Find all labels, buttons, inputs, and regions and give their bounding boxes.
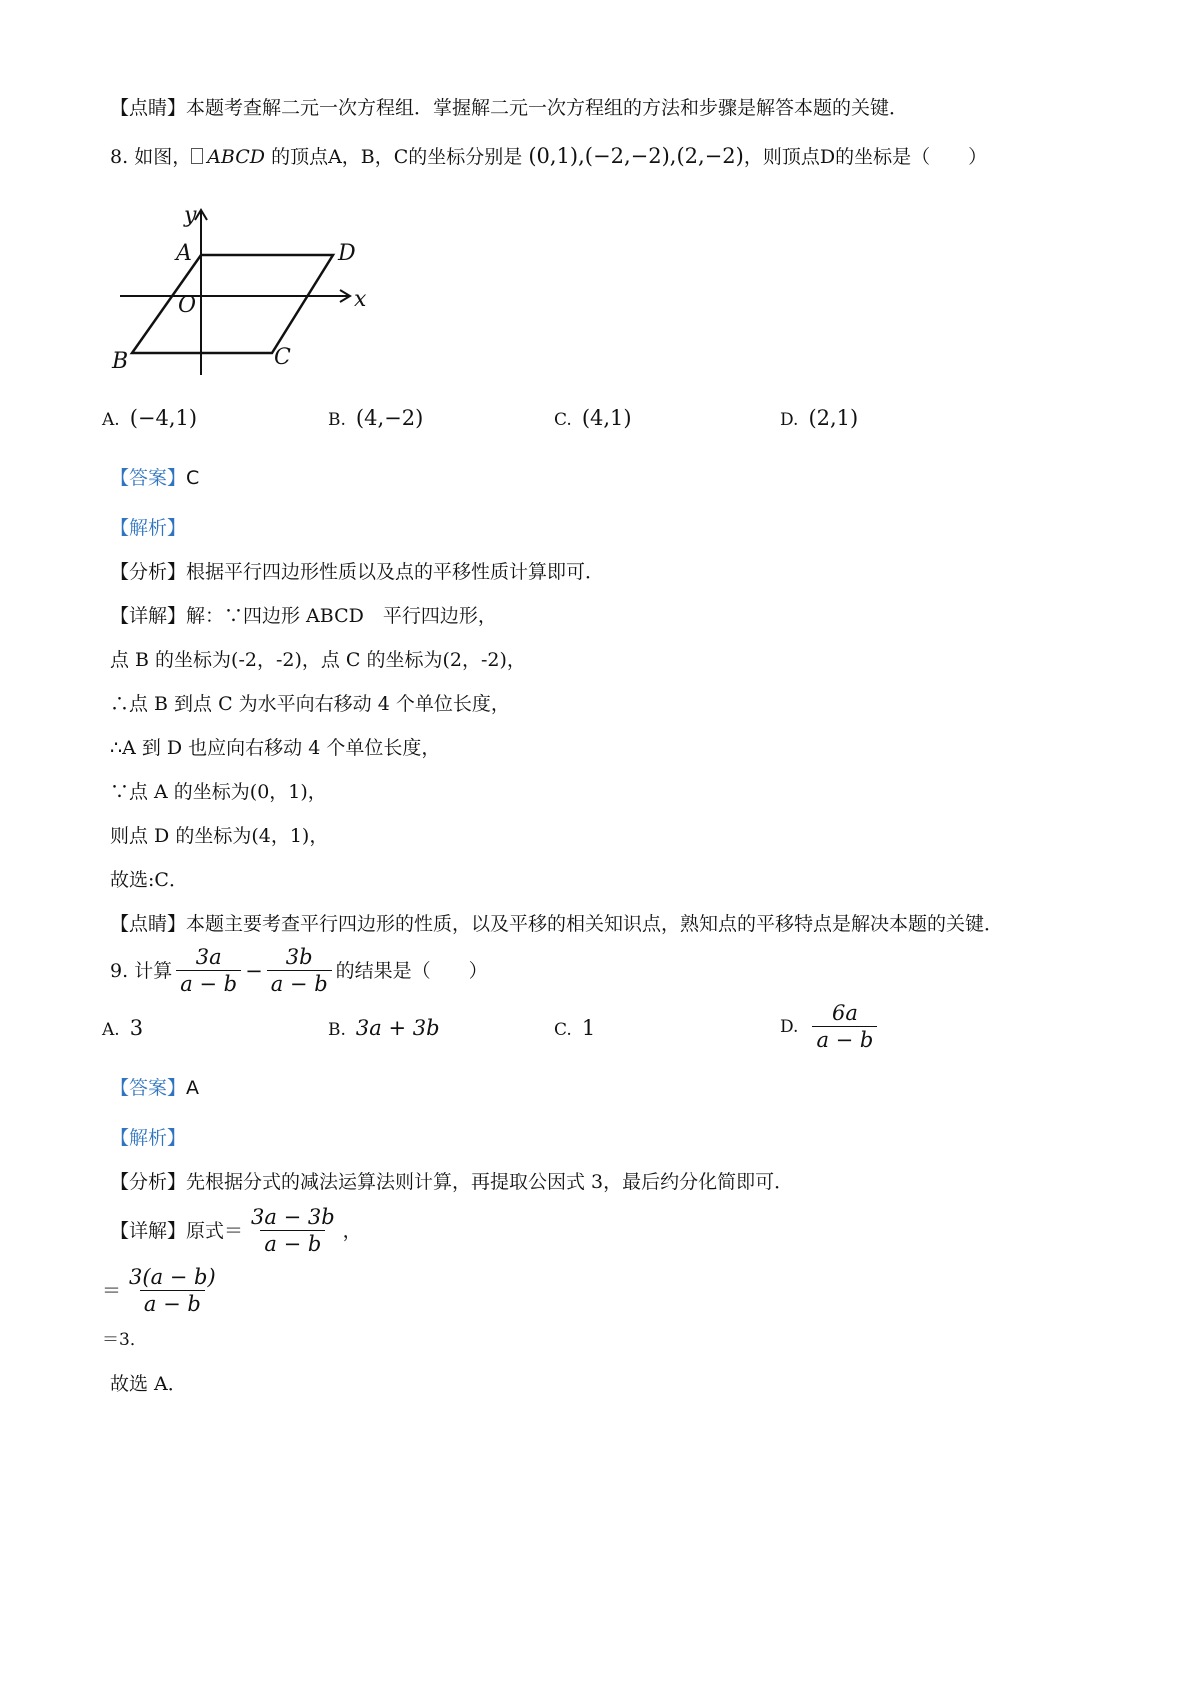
q8-stem bbox=[110, 142, 987, 171]
parallelogram-abcd bbox=[132, 255, 333, 353]
q8-option-a: A. (−4,1) bbox=[102, 406, 198, 430]
label-o: O bbox=[178, 293, 197, 318]
q9-option-c: C. 1 bbox=[554, 1016, 596, 1040]
q9-step2-fraction: $\frac{3(a - b)}{a - b}$ bbox=[129, 1265, 216, 1316]
label-y: y bbox=[184, 203, 197, 228]
label-a: A bbox=[176, 241, 192, 266]
q8-option-b: B. (4,−2) bbox=[328, 406, 424, 430]
q8-answer: 【答案】C bbox=[110, 467, 200, 489]
q9-detail-step-1: 【详解】原式＝ $\frac{3a - 3b}{a - b}$ ， bbox=[110, 1205, 362, 1256]
q9-number: 9. bbox=[110, 959, 129, 982]
q8-analysis: 【分析】根据平行四边形性质以及点的平移性质计算即可． bbox=[110, 561, 605, 583]
q8-review: 【点睛】本题主要考查平行四边形的性质，以及平移的相关知识点，熟知点的平移特点是解决本题的关键． bbox=[110, 913, 1004, 935]
q8-figure bbox=[110, 200, 370, 385]
q8-detail-line-3: ∴点 B 到点 C 为水平向右移动 4 个单位长度， bbox=[110, 693, 510, 715]
q8-shape: ABCD bbox=[207, 146, 266, 168]
q9-fraction-1: $\frac{3a}{a - b}$ bbox=[176, 944, 241, 997]
q8-detail-line-6: 则点 D 的坐标为(4，1)， bbox=[110, 825, 329, 847]
label-c: C bbox=[274, 345, 291, 370]
q9-analysis: 【分析】先根据分式的减法运算法则计算，再提取公因式 3，最后约分化简即可． bbox=[110, 1171, 794, 1193]
q9-option-d: D. $\frac{6a}{a - b}$ bbox=[780, 1000, 881, 1053]
q9-analysis-tag: 【解析】 bbox=[110, 1127, 187, 1149]
q9-detail-step-2: ＝ $\frac{3(a - b)}{a - b}$ bbox=[102, 1264, 224, 1317]
q8-detail-line-4: ∴A 到 D 也应向右移动 4 个单位长度， bbox=[110, 737, 441, 759]
q9-answer: 【答案】A bbox=[110, 1077, 200, 1099]
q9-text-post: 的结果是（ ） bbox=[335, 959, 488, 982]
q8-detail-line-2: 点 B 的坐标为(-2，-2)，点 C 的坐标为(2，-2)， bbox=[110, 649, 526, 671]
parallelogram-symbol-icon bbox=[191, 148, 203, 164]
label-d: D bbox=[338, 241, 356, 266]
q9-option-a: A. 3 bbox=[102, 1016, 144, 1040]
q9-option-b: B. 3a + 3b bbox=[328, 1016, 440, 1040]
q8-text-mid: 的顶点A，B，C的坐标分别是 bbox=[271, 146, 523, 168]
q9-final: 故选 A． bbox=[110, 1373, 187, 1395]
q9-detail-step-3: ＝3． bbox=[102, 1330, 147, 1350]
q8-number: 8. bbox=[110, 146, 129, 168]
q8-analysis-tag: 【解析】 bbox=[110, 517, 187, 539]
q8-text-pre: 如图， bbox=[134, 146, 192, 168]
q9-fraction-2: $\frac{3b}{a - b}$ bbox=[267, 944, 332, 997]
q8-option-d: D. (2,1) bbox=[780, 406, 859, 430]
label-x: x bbox=[354, 287, 367, 312]
q8-detail-line-5: ∵点 A 的坐标为(0，1)， bbox=[110, 781, 327, 803]
q8-coords: (0,1),(−2,−2),(2,−2) bbox=[528, 144, 744, 168]
q9-text-pre: 计算 bbox=[134, 959, 173, 982]
q7-review: 【点睛】本题考查解二元一次方程组．掌握解二元一次方程组的方法和步骤是解答本题的关键． bbox=[110, 97, 909, 119]
q8-text-post: ，则顶点D的坐标是（ ） bbox=[743, 146, 988, 168]
q8-detail-line-7: 故选:C． bbox=[110, 869, 188, 891]
q8-option-c: C. (4,1) bbox=[554, 406, 632, 430]
q9-detail-fraction: $\frac{3a - 3b}{a - b}$ bbox=[251, 1205, 335, 1256]
q9-minus: − bbox=[245, 958, 263, 983]
q8-detail-line-1: 【详解】解：∵四边形 ABCD 平行四边形， bbox=[110, 605, 497, 627]
label-b: B bbox=[112, 349, 129, 374]
q9-stem bbox=[110, 944, 488, 997]
